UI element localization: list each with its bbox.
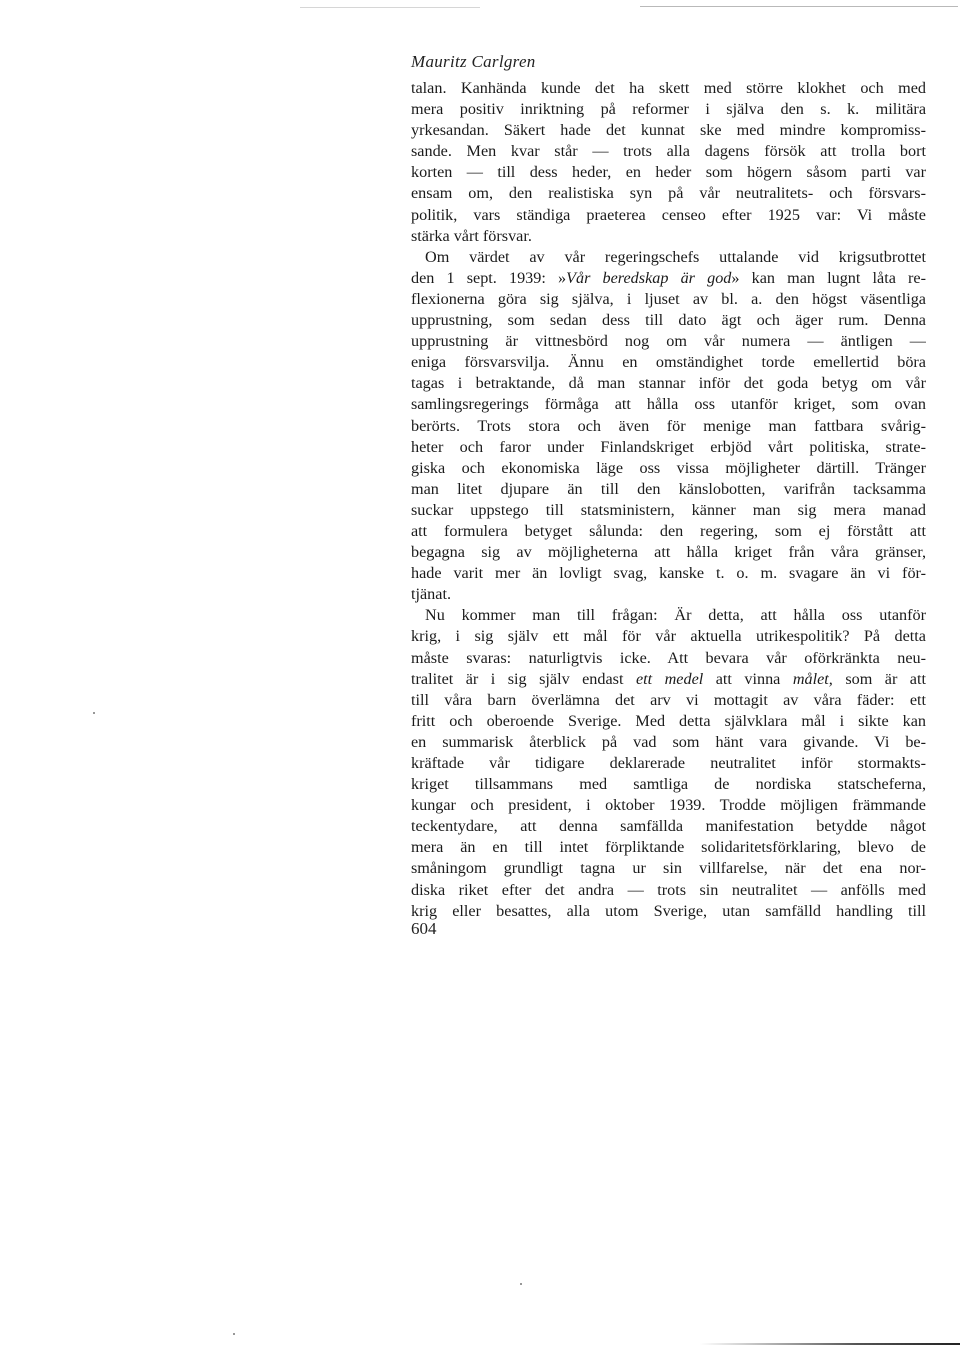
scan-edge-bottom bbox=[700, 1343, 960, 1345]
text-line: diska riket efter det andra — trots sin neutralitet — anfölls med bbox=[411, 880, 926, 899]
text-line: suckar uppstego till statsministern, känner man sig mera manad bbox=[411, 500, 926, 519]
text-line: sande. Men kvar står — trots alla dagens försök att trolla bort bbox=[411, 142, 926, 161]
text-line: teckentydare, att denna samfällda manifestation betydde något bbox=[411, 817, 926, 836]
text-line: ensam om, den realistiska syn på vår neutralitets- och försvars- bbox=[411, 184, 926, 203]
text-line: krig, i sig själv ett mål för vår aktuella utrikespolitik? På detta bbox=[411, 627, 926, 646]
text-line: eniga försvarsvilja. Ännu en omständighet torde emellertid böra bbox=[411, 353, 926, 372]
scan-artifact-top-left bbox=[300, 7, 480, 8]
text-line: mera än en till intet förpliktande solidaritetsförklaring, blevo de bbox=[411, 838, 926, 857]
text-segment: tralitet är i sig själv endast bbox=[411, 669, 636, 688]
text-line: mera positiv inriktning på reformer i själva den s. k. militära bbox=[411, 100, 926, 119]
italic-quote: Vår beredskap är god bbox=[566, 268, 732, 287]
italic-phrase: ett medel bbox=[635, 669, 704, 688]
text-line: kriget tillsammans med samtliga de nordiska statscheferna, bbox=[411, 775, 926, 794]
text-line: hade varit mer än lovligt svag, kanske t. o. m. svagare än vi för- bbox=[411, 564, 926, 583]
text-line: Om värdet av vår regeringschefs uttalande vid krigsutbrottet bbox=[425, 247, 926, 266]
text-line: yrkesandan. Säkert hade det kunnat ske med mindre kompromiss- bbox=[411, 121, 926, 140]
text-line: krig eller besattes, alla utom Sverige, utan samfälld handling till bbox=[411, 901, 926, 920]
text-line: stärka vårt försvar. bbox=[411, 226, 532, 245]
scan-speck bbox=[233, 1333, 235, 1335]
text-line: politik, vars ständiga praeterea censeo efter 1925 var: Vi måste bbox=[411, 205, 926, 224]
text-line: begagna sig av möjligheterna att hålla kriget från våra gränser, bbox=[411, 543, 926, 562]
text-line: tjänat. bbox=[411, 585, 452, 604]
text-line: upprustning är vittnesbörd nog om vår numera — äntligen — bbox=[411, 332, 926, 351]
scan-speck bbox=[93, 712, 95, 714]
text-line: småningom grundligt tagna ur sin villfarelse, när det ena nor- bbox=[411, 859, 926, 878]
text-segment: att vinna bbox=[703, 669, 793, 688]
scan-speck bbox=[520, 1283, 522, 1285]
text-line: giska och ekonomiska läge oss vissa möjligheter därtill. Tränger bbox=[411, 458, 926, 477]
body-text bbox=[411, 78, 926, 922]
text-line-with-italic bbox=[411, 268, 926, 289]
scan-artifact-top-right bbox=[640, 6, 958, 7]
text-line: måste svaras: naturligtvis icke. Att bevara vår oförkränkta neu- bbox=[411, 648, 926, 667]
text-line: flexionerna göra sig själva, i ljuset av bl. a. den högst väsentliga bbox=[411, 289, 926, 308]
italic-phrase: målet, bbox=[792, 669, 833, 688]
text-line: fritt och oberoende Sverige. Med detta självklara mål i sikte kan bbox=[411, 711, 926, 730]
text-line: korten — till dess heder, en heder som högern såsom parti var bbox=[411, 163, 926, 182]
text-line: kungar och president, i oktober 1939. Trodde möjligen främmande bbox=[411, 796, 926, 815]
text-line: en summarisk återblick på vad som hänt vara givande. Vi be- bbox=[411, 732, 926, 751]
text-segment: » kan man lugnt låta re- bbox=[731, 268, 926, 287]
text-line: upprustning, som sedan dess till dato ägt och äger rum. Denna bbox=[411, 311, 926, 330]
text-line: kräftade vår tidigare deklarerade neutralitet inför stormakts- bbox=[411, 754, 926, 772]
text-line: att formulera betyget sålunda: den regering, som ej förstått att bbox=[411, 521, 926, 540]
text-line: berörts. Trots stora och även för menige man fattbara svårig- bbox=[411, 416, 926, 435]
text-segment: som är att bbox=[832, 669, 926, 688]
text-line-with-italic bbox=[411, 669, 926, 690]
text-line: man litet djupare än till den känslobotten, varifrån tacksamma bbox=[411, 479, 926, 498]
text-line: samlingsregerings förmåga att hålla oss utanför kriget, som ovan bbox=[411, 395, 926, 414]
text-line: tagas i betraktande, då man stannar inför det goda betyg om vår bbox=[411, 374, 926, 393]
page-number: 604 bbox=[411, 919, 437, 938]
text-line: heter och faror under Finlandskriget erbjöd vårt politiska, strate- bbox=[411, 437, 926, 456]
text-segment: den 1 sept. 1939: » bbox=[411, 268, 567, 287]
running-head: Mauritz Carlgren bbox=[411, 52, 536, 71]
text-line: talan. Kanhända kunde det ha skett med större klokhet och med bbox=[411, 79, 926, 97]
text-line: till våra barn överlämna det arv vi mottagit av våra fäder: ett bbox=[411, 690, 926, 709]
text-line: Nu kommer man till frågan: Är detta, att hålla oss utanför bbox=[425, 606, 926, 625]
